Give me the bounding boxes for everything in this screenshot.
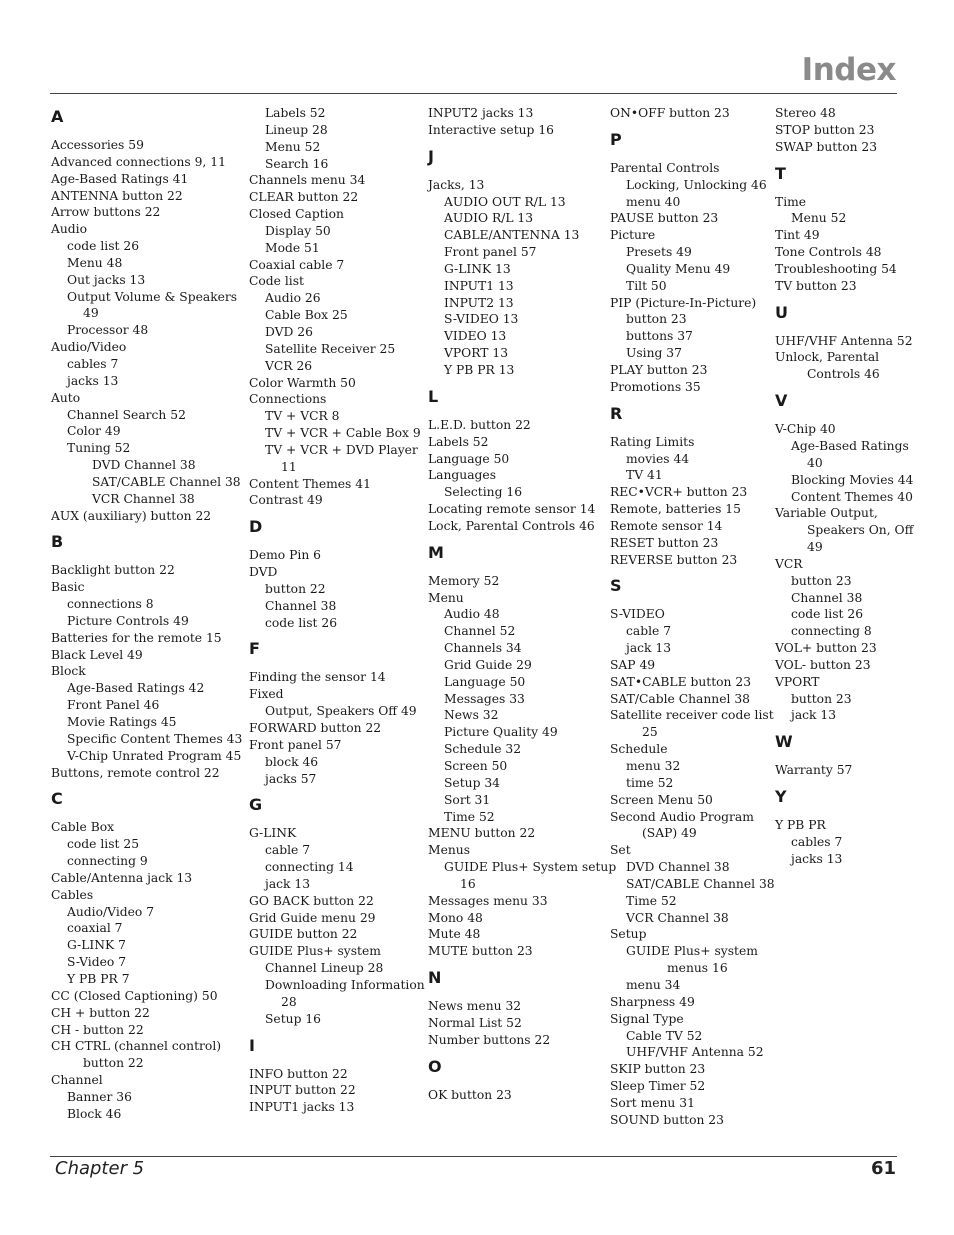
index-entry: CC (Closed Captioning) 50 <box>51 988 218 1003</box>
index-entry: Locating remote sensor 14 <box>428 502 596 517</box>
index-entry: VCR <box>775 556 803 571</box>
index-entry: PIP (Picture-In-Picture) <box>610 295 757 310</box>
index-entry: CH - button 22 <box>51 1022 144 1037</box>
index-entry: GUIDE Plus+ System setup <box>444 860 617 875</box>
index-entry: CH + button 22 <box>51 1005 150 1020</box>
index-entry: Variable Output, <box>775 506 878 521</box>
index-entry: Audio 48 <box>444 607 500 622</box>
index-entry: INPUT2 jacks 13 <box>428 106 534 120</box>
index-entry: Rating Limits <box>610 434 695 449</box>
index-entry: TV + VCR 8 <box>265 409 340 424</box>
index-entry: Warranty 57 <box>775 763 853 778</box>
index-entry: Tint 49 <box>775 228 820 243</box>
index-entry: INPUT1 13 <box>444 278 514 293</box>
index-entry: connecting 8 <box>791 624 872 639</box>
index-entry: AUDIO OUT R/L 13 <box>444 194 566 209</box>
index-entry: News 32 <box>444 708 499 723</box>
index-entry: Fixed <box>249 687 284 702</box>
index-entry: SAT•CABLE button 23 <box>610 674 752 689</box>
index-entry: Promotions 35 <box>610 379 701 394</box>
index-entry: 25 <box>642 725 658 740</box>
index-column-1 <box>51 105 241 1123</box>
section-letter: M <box>428 542 444 562</box>
index-entry: G-LINK 7 <box>67 938 126 953</box>
index-entry: Signal Type <box>610 1011 684 1026</box>
index-entry: Color Warmth 50 <box>249 375 356 390</box>
index-entry: Mode 51 <box>265 240 320 255</box>
index-entry: Content Themes 41 <box>249 476 371 491</box>
index-entry: Speakers On, Off <box>807 523 914 538</box>
index-entry: jacks 13 <box>67 373 119 388</box>
section-letter: U <box>775 302 788 322</box>
section-letter: R <box>610 403 623 423</box>
index-entry: VOL- button 23 <box>775 657 871 672</box>
index-entry: Channel <box>51 1073 103 1088</box>
index-entry: VPORT <box>775 674 820 689</box>
index-entry: Screen Menu 50 <box>610 792 713 807</box>
index-entry: Time 52 <box>626 893 677 908</box>
index-column-5 <box>775 105 925 868</box>
section-letter: V <box>775 391 788 411</box>
index-entry: menu 34 <box>626 977 681 992</box>
index-entry: coaxial 7 <box>67 921 123 936</box>
index-entry: Messages menu 33 <box>428 893 548 908</box>
index-entry: code list 25 <box>67 837 140 852</box>
index-entry: Banner 36 <box>67 1089 132 1104</box>
index-entry: Y PB PR 7 <box>67 971 130 986</box>
index-entry: RESET button 23 <box>610 535 719 550</box>
index-entry: Selecting 16 <box>444 485 523 500</box>
index-entry: SAT/CABLE Channel 38 <box>626 876 775 891</box>
index-entry: buttons 37 <box>626 329 693 344</box>
index-entry: Sort menu 31 <box>610 1095 695 1110</box>
index-entry: jack 13 <box>791 708 837 723</box>
index-entry: PAUSE button 23 <box>610 211 719 226</box>
index-entry: 49 <box>807 540 823 555</box>
index-entry: Troubleshooting 54 <box>775 261 897 276</box>
index-entry: 16 <box>460 876 476 891</box>
index-entry: Second Audio Program <box>610 809 754 824</box>
index-entry: movies 44 <box>626 451 690 466</box>
index-entry: Front panel 57 <box>249 737 342 752</box>
index-entry: Channel 38 <box>265 598 337 613</box>
index-entry: Display 50 <box>265 223 331 238</box>
index-entry: GO BACK button 22 <box>249 893 374 908</box>
index-entry: Auto <box>51 390 81 405</box>
index-entry: Accessories 59 <box>51 138 144 152</box>
index-entry: Satellite Receiver 25 <box>265 341 396 356</box>
index-entry: Grid Guide menu 29 <box>249 910 376 925</box>
index-entry: Advanced connections 9, 11 <box>51 154 226 169</box>
index-entry: time 52 <box>626 775 674 790</box>
index-entry: Audio/Video <box>51 340 127 355</box>
index-entry: Remote, batteries 15 <box>610 502 741 517</box>
index-entry: block 46 <box>265 754 319 769</box>
section-letter: A <box>51 107 64 126</box>
index-entry: cables 7 <box>67 356 119 371</box>
index-entry: INPUT button 22 <box>249 1083 356 1098</box>
index-entry: TV 41 <box>626 468 663 483</box>
index-entry: Parental Controls <box>610 160 720 175</box>
index-entry: Picture Controls 49 <box>67 613 189 628</box>
index-entry: ANTENNA button 22 <box>51 188 183 203</box>
index-entry: Interactive setup 16 <box>428 122 554 137</box>
index-column-2 <box>249 105 424 1116</box>
index-entry: VCR Channel 38 <box>92 491 195 506</box>
chapter-label: Chapter 5 <box>55 1158 145 1179</box>
index-entry: Arrow buttons 22 <box>51 205 161 220</box>
index-entry: INFO button 22 <box>249 1066 348 1081</box>
index-entry: VIDEO 13 <box>444 329 507 344</box>
index-entry: Closed Caption <box>249 207 344 222</box>
index-entry: Tuning 52 <box>67 441 131 456</box>
index-entry: Time <box>775 194 807 209</box>
index-entry: Lineup 28 <box>265 122 328 137</box>
section-letter: T <box>775 163 786 183</box>
index-entry: Picture Quality 49 <box>444 725 558 740</box>
index-entry: button 22 <box>265 581 326 596</box>
index-entry: button 23 <box>626 312 687 327</box>
index-entry: Channels menu 34 <box>249 173 366 188</box>
index-entry: Channel Lineup 28 <box>265 961 384 976</box>
index-entry: Y PB PR <box>775 818 826 833</box>
index-entry: Satellite receiver code list <box>610 708 774 723</box>
index-entry: Cables <box>51 887 94 902</box>
index-entry: code list 26 <box>791 607 864 622</box>
index-entry: Batteries for the remote 15 <box>51 630 222 645</box>
index-entry: UHF/VHF Antenna 52 <box>775 333 913 348</box>
index-entry: Age-Based Ratings <box>791 438 909 453</box>
index-entry: Buttons, remote control 22 <box>51 765 220 780</box>
index-entry: Picture <box>610 228 656 243</box>
index-entry: V-Chip Unrated Program 45 <box>67 748 242 763</box>
index-entry: AUX (auxiliary) button 22 <box>51 508 212 523</box>
index-entry: jacks 57 <box>265 771 317 786</box>
index-entry: Cable Box 25 <box>265 308 348 323</box>
index-entry: jacks 13 <box>791 851 843 866</box>
section-letter: P <box>610 129 622 149</box>
index-entry: DVD Channel 38 <box>92 458 196 473</box>
index-entry: Language 50 <box>428 451 510 466</box>
index-entry: Backlight button 22 <box>51 563 175 578</box>
index-entry: VOL+ button 23 <box>775 641 877 656</box>
index-entry: INPUT1 jacks 13 <box>249 1100 355 1115</box>
index-entry: V-Chip 40 <box>775 422 836 437</box>
index-entry: SAP 49 <box>610 657 656 672</box>
section-letter: O <box>428 1056 442 1076</box>
index-entry: SKIP button 23 <box>610 1062 706 1077</box>
index-entry: button 23 <box>791 573 852 588</box>
index-entry: Out jacks 13 <box>67 272 146 287</box>
index-entry: Setup 34 <box>444 775 500 790</box>
index-entry: Sort 31 <box>444 792 491 807</box>
index-entry: REVERSE button 23 <box>610 552 738 567</box>
index-entry: MUTE button 23 <box>428 944 533 959</box>
index-entry: G-LINK <box>249 826 297 841</box>
index-entry: G-LINK 13 <box>444 261 511 276</box>
index-entry: News menu 32 <box>428 999 522 1014</box>
index-entry: Mono 48 <box>428 910 483 925</box>
index-entry: Locking, Unlocking 46 <box>626 177 767 192</box>
index-entry: Channel 38 <box>791 590 863 605</box>
index-entry: Basic <box>51 580 85 595</box>
index-entry: Front panel 57 <box>444 245 537 260</box>
section-letter: C <box>51 789 63 809</box>
index-entry: cable 7 <box>626 624 672 639</box>
index-entry: GUIDE Plus+ system <box>249 944 381 959</box>
index-entry: Demo Pin 6 <box>249 548 321 563</box>
index-entry: Cable Box <box>51 820 115 835</box>
index-entry: S-VIDEO 13 <box>444 312 519 327</box>
index-entry: Audio/Video 7 <box>67 904 155 919</box>
index-entry: Lock, Parental Controls 46 <box>428 518 595 533</box>
index-entry: Specific Content Themes 43 <box>67 731 243 746</box>
index-entry: SOUND button 23 <box>610 1112 724 1127</box>
index-entry: Labels 52 <box>265 106 326 120</box>
index-column-3 <box>428 105 617 1104</box>
index-entry: Search 16 <box>265 156 329 171</box>
index-entry: Jacks, 13 <box>428 177 485 192</box>
index-entry: cables 7 <box>791 835 843 849</box>
index-entry: SAT/Cable Channel 38 <box>610 691 750 706</box>
index-entry: Audio <box>51 222 88 237</box>
index-entry: DVD Channel 38 <box>626 860 730 875</box>
index-entry: Normal List 52 <box>428 1015 522 1030</box>
index-entry: CLEAR button 22 <box>249 190 359 205</box>
index-column-4 <box>610 105 775 1129</box>
section-letter: J <box>428 146 434 166</box>
index-entry: Movie Ratings 45 <box>67 715 177 729</box>
index-entry: Processor 48 <box>67 323 149 338</box>
index-entry: Menus <box>428 843 471 858</box>
index-entry: Using 37 <box>626 346 682 361</box>
index-entry: Messages 33 <box>444 691 525 706</box>
section-letter: W <box>775 732 793 752</box>
index-entry: Languages <box>428 468 496 483</box>
section-letter: G <box>249 795 263 815</box>
index-entry: Tilt 50 <box>626 278 667 293</box>
index-entry: ON•OFF button 23 <box>610 106 730 120</box>
section-letter: B <box>51 532 64 552</box>
index-entry: cable 7 <box>265 843 311 858</box>
index-entry: Code list <box>249 274 304 289</box>
index-entry: Mute 48 <box>428 927 481 942</box>
index-entry: MENU button 22 <box>428 826 536 841</box>
index-entry: Menu 52 <box>265 139 321 154</box>
index-entry: Black Level 49 <box>51 647 143 662</box>
index-entry: AUDIO R/L 13 <box>444 211 534 226</box>
index-entry: connections 8 <box>67 597 154 612</box>
index-entry: Grid Guide 29 <box>444 657 532 672</box>
index-entry: menu 32 <box>626 759 681 773</box>
index-entry: SAT/CABLE Channel 38 <box>92 474 241 489</box>
index-entry: Menu 48 <box>67 255 123 270</box>
index-entry: Finding the sensor 14 <box>249 670 386 685</box>
index-entry: Age-Based Ratings 42 <box>67 681 205 696</box>
index-entry: Downloading Information <box>265 977 425 992</box>
index-entry: PLAY button 23 <box>610 362 708 377</box>
index-entry: Channel Search 52 <box>67 407 186 422</box>
index-entry: code list 26 <box>67 239 140 254</box>
index-entry: 28 <box>281 994 297 1009</box>
index-entry: TV + VCR + Cable Box 9 <box>265 426 421 441</box>
index-entry: Output, Speakers Off 49 <box>265 704 417 719</box>
section-letter: D <box>249 517 263 537</box>
index-entry: UHF/VHF Antenna 52 <box>626 1045 764 1060</box>
index-entry: Controls 46 <box>807 367 880 382</box>
page-number: 61 <box>870 1158 896 1179</box>
index-entry: connecting 14 <box>265 860 354 875</box>
index-entry: Labels 52 <box>428 434 489 449</box>
index-entry: VCR Channel 38 <box>626 910 729 925</box>
header-rule <box>50 93 897 94</box>
index-entry: INPUT2 13 <box>444 295 514 310</box>
index-entry: TV button 23 <box>775 278 857 293</box>
index-entry: Blocking Movies 44 <box>791 472 914 487</box>
index-entry: Contrast 49 <box>249 493 323 508</box>
section-letter: S <box>610 576 622 596</box>
index-entry: STOP button 23 <box>775 122 875 137</box>
index-entry: jack 13 <box>265 876 311 891</box>
index-entry: FORWARD button 22 <box>249 721 382 735</box>
index-entry: button 22 <box>83 1056 144 1071</box>
index-entry: Tone Controls 48 <box>775 245 882 260</box>
index-entry: SWAP button 23 <box>775 139 878 154</box>
index-entry: GUIDE button 22 <box>249 927 358 942</box>
index-entry: Block 46 <box>67 1106 122 1121</box>
index-entry: connecting 9 <box>67 854 148 869</box>
index-entry: Schedule <box>610 742 668 757</box>
index-entry: Block <box>51 664 86 679</box>
index-entry: Set <box>610 843 631 858</box>
index-entry: menus 16 <box>667 961 728 976</box>
section-letter: I <box>249 1035 255 1055</box>
index-entry: 40 <box>807 455 823 470</box>
index-entry: Channels 34 <box>444 641 522 656</box>
index-entry: Color 49 <box>67 424 121 439</box>
index-entry: Age-Based Ratings 41 <box>51 171 189 186</box>
index-entry: VCR 26 <box>265 358 313 373</box>
index-entry: menu 40 <box>626 194 681 209</box>
index-entry: Unlock, Parental <box>775 350 880 365</box>
index-entry: Menu 52 <box>791 211 847 226</box>
index-entry: Schedule 32 <box>444 742 522 757</box>
page-title: Index <box>801 52 896 88</box>
index-entry: Connections <box>249 392 327 407</box>
index-entry: 11 <box>281 459 297 474</box>
index-entry: Screen 50 <box>444 759 508 773</box>
index-entry: (SAP) 49 <box>642 826 697 841</box>
index-entry: Number buttons 22 <box>428 1032 551 1047</box>
index-entry: Front Panel 46 <box>67 698 160 713</box>
index-entry: GUIDE Plus+ system <box>626 944 758 959</box>
index-entry: Y PB PR 13 <box>444 362 515 377</box>
index-entry: Presets 49 <box>626 245 692 260</box>
index-entry: Cable/Antenna jack 13 <box>51 870 193 885</box>
index-entry: 49 <box>83 306 99 321</box>
index-entry: Setup <box>610 927 647 942</box>
footer-rule <box>50 1156 897 1157</box>
section-letter: L <box>428 386 439 406</box>
index-entry: Coaxial cable 7 <box>249 257 345 272</box>
index-entry: Menu <box>428 590 464 605</box>
index-entry: Memory 52 <box>428 573 500 588</box>
index-entry: OK button 23 <box>428 1087 512 1102</box>
index-entry: Language 50 <box>444 674 526 689</box>
index-entry: Content Themes 40 <box>791 489 913 504</box>
section-letter: N <box>428 968 442 988</box>
section-letter: Y <box>775 787 787 807</box>
index-entry: Quality Menu 49 <box>626 261 731 276</box>
index-entry: S-Video 7 <box>67 955 127 970</box>
index-entry: Time 52 <box>444 809 495 824</box>
index-entry: VPORT 13 <box>444 346 509 361</box>
index-entry: Cable TV 52 <box>626 1028 703 1043</box>
index-entry: L.E.D. button 22 <box>428 417 531 432</box>
index-entry: Sharpness 49 <box>610 994 695 1009</box>
index-entry: S-VIDEO <box>610 607 665 622</box>
index-entry: TV + VCR + DVD Player <box>265 442 418 457</box>
index-entry: code list 26 <box>265 615 338 630</box>
index-entry: Sleep Timer 52 <box>610 1079 706 1094</box>
index-entry: Output Volume & Speakers <box>67 289 238 304</box>
index-entry: Stereo 48 <box>775 106 836 120</box>
index-entry: Setup 16 <box>265 1011 321 1026</box>
index-entry: DVD <box>249 565 278 580</box>
index-entry: REC•VCR+ button 23 <box>610 485 748 500</box>
index-entry: jack 13 <box>626 641 672 656</box>
index-entry: CH CTRL (channel control) <box>51 1039 222 1054</box>
index-entry: DVD 26 <box>265 324 313 339</box>
index-entry: Audio 26 <box>265 291 321 306</box>
section-letter: F <box>249 639 260 659</box>
index-entry: CABLE/ANTENNA 13 <box>444 228 580 243</box>
index-entry: button 23 <box>791 691 852 706</box>
index-entry: Remote sensor 14 <box>610 518 723 533</box>
index-entry: Channel 52 <box>444 624 516 639</box>
